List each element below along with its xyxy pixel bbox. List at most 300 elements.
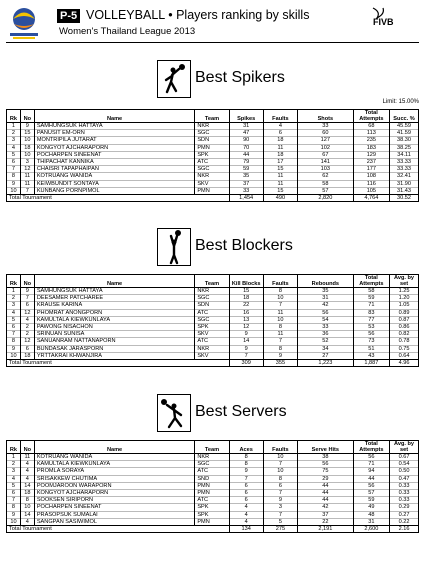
- table-cell: 18: [229, 295, 263, 302]
- column-header: Avg. by set: [390, 275, 419, 288]
- table-cell: KEIWBUNDIT SONTAYA: [34, 180, 195, 187]
- column-header: Faults: [263, 110, 297, 123]
- table-cell: 43: [353, 352, 389, 359]
- table-row: [7, 309, 419, 316]
- table-cell: KAMULTALA KIEWKUNLAYA: [34, 316, 195, 323]
- table-cell: 9: [7, 180, 21, 187]
- table-header-row: [7, 110, 419, 123]
- table-cell: 237: [353, 158, 389, 165]
- table-cell: 1: [7, 123, 21, 130]
- table-cell: 38: [298, 454, 354, 461]
- table-cell: 183: [353, 144, 389, 151]
- table-cell: 6: [229, 497, 263, 504]
- total-label: Total Tournament: [7, 359, 230, 366]
- table-cell: ATC: [195, 309, 229, 316]
- table-cell: SAMHUNGSUK HATTAYA: [34, 123, 195, 130]
- table-row: [7, 173, 419, 180]
- table-cell: 77: [353, 316, 389, 323]
- table-cell: 9: [20, 123, 34, 130]
- table-row: [7, 151, 419, 158]
- table-cell: 4: [7, 475, 21, 482]
- column-header: Rk: [7, 275, 21, 288]
- table-header-row: [7, 441, 419, 454]
- table-cell: 12: [20, 309, 34, 316]
- table-cell: 15: [20, 130, 34, 137]
- table-cell: 9: [20, 288, 34, 295]
- table-cell: 73: [353, 338, 389, 345]
- table-cell: 127: [298, 137, 354, 144]
- table-row: [7, 454, 419, 461]
- column-header: Team: [195, 441, 229, 454]
- table-cell: 177: [353, 166, 389, 173]
- table-cell: PMN: [195, 187, 229, 194]
- table-cell: 41.59: [390, 130, 419, 137]
- table-cell: SGC: [195, 461, 229, 468]
- table-cell: 1.05: [390, 302, 419, 309]
- table-cell: BUNDASAK JARASPORN: [34, 345, 195, 352]
- table-cell: PMN: [195, 518, 229, 525]
- table-cell: 9: [7, 345, 21, 352]
- table-cell: KONGYOT AJCHARAPORN: [34, 489, 195, 496]
- table-row: [7, 338, 419, 345]
- table-cell: 35: [298, 288, 354, 295]
- table-cell: 7: [263, 302, 297, 309]
- table-cell: SANGPAN SASIWIMOL: [34, 518, 195, 525]
- table-cell: KAMULTALA KIEWKUNLAYA: [34, 461, 195, 468]
- table-row: [7, 144, 419, 151]
- table-cell: 4: [20, 518, 34, 525]
- table-cell: 0.75: [390, 345, 419, 352]
- table-cell: 32.41: [390, 173, 419, 180]
- spikers-limit: Limit: 15.00%: [382, 99, 419, 105]
- column-header: Rebounds: [298, 275, 354, 288]
- table-cell: 10: [20, 504, 34, 511]
- table-cell: 62: [298, 173, 354, 180]
- table-cell: 103: [298, 166, 354, 173]
- table-cell: 2: [7, 295, 21, 302]
- table-cell: ATC: [195, 338, 229, 345]
- table-cell: 11: [263, 331, 297, 338]
- table-cell: 22: [298, 518, 354, 525]
- table-cell: 0.82: [390, 331, 419, 338]
- table-cell: 11: [20, 173, 34, 180]
- servers-table: [6, 440, 419, 533]
- table-cell: 17: [263, 158, 297, 165]
- table-cell: 94: [353, 468, 389, 475]
- column-header: Rk: [7, 441, 21, 454]
- table-row: [7, 518, 419, 525]
- table-cell: SPK: [195, 511, 229, 518]
- table-cell: SGC: [195, 166, 229, 173]
- table-cell: 10: [20, 137, 34, 144]
- table-cell: 4: [20, 475, 34, 482]
- table-cell: SRISAKKEW CHUTIMA: [34, 475, 195, 482]
- table-cell: 108: [353, 173, 389, 180]
- table-cell: 83: [353, 309, 389, 316]
- table-cell: 6: [263, 130, 297, 137]
- blockers-title: Best Blockers: [195, 237, 293, 254]
- table-cell: 37: [298, 511, 354, 518]
- table-cell: PRASOPSUK SUMALAI: [34, 511, 195, 518]
- table-cell: 8: [7, 173, 21, 180]
- table-cell: POCHARPEN SINEENAT: [34, 151, 195, 158]
- table-cell: 10: [20, 151, 34, 158]
- table-cell: 33: [298, 123, 354, 130]
- table-cell: 10: [7, 187, 21, 194]
- table-cell: 105: [353, 187, 389, 194]
- table-cell: 0.54: [390, 461, 419, 468]
- table-cell: NKR: [195, 345, 229, 352]
- table-cell: 7: [229, 475, 263, 482]
- table-cell: 18: [263, 151, 297, 158]
- table-cell: 2: [20, 331, 34, 338]
- table-cell: 9: [7, 511, 21, 518]
- table-cell: 6: [263, 482, 297, 489]
- table-cell: 18: [20, 144, 34, 151]
- column-header: Name: [34, 110, 195, 123]
- table-cell: 42: [298, 302, 354, 309]
- table-cell: 11: [20, 454, 34, 461]
- table-cell: 35: [229, 173, 263, 180]
- total-row: [7, 525, 419, 532]
- table-cell: 4: [229, 504, 263, 511]
- table-cell: 4: [20, 461, 34, 468]
- table-cell: 6: [229, 489, 263, 496]
- total-cell: 275: [263, 525, 297, 532]
- table-cell: 5: [7, 316, 21, 323]
- table-cell: 4: [7, 309, 21, 316]
- table-cell: 11: [263, 180, 297, 187]
- table-cell: 2: [20, 323, 34, 330]
- table-cell: 8: [229, 461, 263, 468]
- column-header: Spikes: [229, 110, 263, 123]
- table-cell: 15: [229, 288, 263, 295]
- total-cell: 355: [263, 359, 297, 366]
- total-row: [7, 194, 419, 201]
- table-cell: 0.29: [390, 504, 419, 511]
- table-cell: 10: [263, 316, 297, 323]
- table-cell: 0.86: [390, 323, 419, 330]
- table-cell: 5: [263, 518, 297, 525]
- table-cell: 54: [298, 316, 354, 323]
- table-cell: 3: [20, 158, 34, 165]
- table-row: [7, 345, 419, 352]
- table-cell: 8: [229, 454, 263, 461]
- table-cell: 42: [298, 504, 354, 511]
- table-cell: 53: [353, 323, 389, 330]
- blockers-table: [6, 274, 419, 367]
- table-cell: KONGYOT AJCHARAPORN: [34, 144, 195, 151]
- total-cell: 2,600: [353, 525, 389, 532]
- table-row: [7, 497, 419, 504]
- volleyball-block-icon: [157, 228, 191, 266]
- column-header: Total Attempts: [353, 275, 389, 288]
- table-cell: 3: [263, 504, 297, 511]
- table-cell: 7: [20, 187, 34, 194]
- table-cell: 6: [20, 302, 34, 309]
- table-cell: 12: [20, 338, 34, 345]
- table-cell: 2: [7, 461, 21, 468]
- table-cell: 129: [353, 151, 389, 158]
- table-cell: 18: [20, 352, 34, 359]
- table-cell: 90: [229, 137, 263, 144]
- total-cell: 2.16: [390, 525, 419, 532]
- table-cell: PROMLA SORAYA: [34, 468, 195, 475]
- table-cell: 5: [7, 151, 21, 158]
- table-row: [7, 511, 419, 518]
- table-cell: 7: [263, 511, 297, 518]
- table-row: [7, 187, 419, 194]
- table-cell: 7: [263, 489, 297, 496]
- table-cell: KOTRUANG WANIDA: [34, 454, 195, 461]
- table-cell: SND: [195, 475, 229, 482]
- table-cell: SKV: [195, 331, 229, 338]
- table-cell: 44: [229, 151, 263, 158]
- total-label: Total Tournament: [7, 194, 230, 201]
- table-cell: 6: [20, 345, 34, 352]
- table-cell: NKR: [195, 173, 229, 180]
- table-cell: 56: [353, 482, 389, 489]
- table-row: [7, 288, 419, 295]
- table-cell: 52: [298, 338, 354, 345]
- table-cell: 44: [353, 475, 389, 482]
- table-cell: 10: [263, 468, 297, 475]
- table-cell: THIPACHAT KANNIKA: [34, 158, 195, 165]
- table-cell: 45.59: [390, 123, 419, 130]
- table-cell: 9: [229, 345, 263, 352]
- table-cell: KOTRUANG WANIDA: [34, 173, 195, 180]
- table-cell: ATC: [195, 468, 229, 475]
- table-cell: 38.25: [390, 144, 419, 151]
- table-cell: 7: [20, 295, 34, 302]
- table-cell: 59: [229, 166, 263, 173]
- table-cell: KUNBANG PORNPIMOL: [34, 187, 195, 194]
- table-row: [7, 475, 419, 482]
- table-cell: 33: [229, 187, 263, 194]
- thailand-league-logo: [4, 4, 44, 42]
- table-row: [7, 137, 419, 144]
- page-subtitle: Women's Thailand League 2013: [59, 26, 196, 37]
- table-cell: 9: [229, 468, 263, 475]
- table-header-row: [7, 275, 419, 288]
- table-cell: 7: [7, 331, 21, 338]
- table-cell: 0.33: [390, 482, 419, 489]
- table-row: [7, 323, 419, 330]
- table-cell: 0.78: [390, 338, 419, 345]
- table-cell: 1.20: [390, 295, 419, 302]
- total-cell: 4.96: [390, 359, 419, 366]
- table-cell: 44: [298, 482, 354, 489]
- table-cell: 16: [229, 309, 263, 316]
- table-cell: DEESAMER PATCHAREE: [34, 295, 195, 302]
- column-header: Rk: [7, 110, 21, 123]
- table-cell: 59: [353, 295, 389, 302]
- table-cell: 31: [353, 518, 389, 525]
- table-cell: 12: [20, 166, 34, 173]
- table-cell: 4: [229, 518, 263, 525]
- total-cell: 1,887: [353, 359, 389, 366]
- table-cell: 31: [298, 295, 354, 302]
- table-cell: SKV: [195, 180, 229, 187]
- table-cell: 0.33: [390, 497, 419, 504]
- table-row: [7, 302, 419, 309]
- column-header: Total Attempts: [353, 110, 389, 123]
- table-cell: 102: [298, 144, 354, 151]
- table-cell: SPK: [195, 504, 229, 511]
- table-cell: 56: [353, 454, 389, 461]
- table-cell: 11: [263, 144, 297, 151]
- column-header: No: [20, 441, 34, 454]
- table-cell: 56: [353, 331, 389, 338]
- column-header: Name: [34, 275, 195, 288]
- volleyball-spike-icon: [157, 60, 191, 98]
- table-cell: 14: [229, 338, 263, 345]
- table-cell: 75: [298, 468, 354, 475]
- total-cell: 30.52: [390, 194, 419, 201]
- volleyball-serve-icon: [157, 394, 191, 432]
- table-cell: 11: [20, 180, 34, 187]
- total-row: [7, 359, 419, 366]
- table-row: [7, 166, 419, 173]
- table-cell: SGC: [195, 295, 229, 302]
- table-cell: 10: [7, 352, 21, 359]
- table-cell: POOMJAROON WARAPORN: [34, 482, 195, 489]
- table-cell: SGC: [195, 316, 229, 323]
- column-header: No: [20, 275, 34, 288]
- table-cell: 56: [298, 309, 354, 316]
- table-cell: 8: [263, 345, 297, 352]
- column-header: Total Attempts: [353, 441, 389, 454]
- table-cell: 9: [263, 497, 297, 504]
- table-cell: 37: [229, 180, 263, 187]
- table-cell: PMN: [195, 482, 229, 489]
- total-cell: 490: [263, 194, 297, 201]
- table-cell: 0.67: [390, 454, 419, 461]
- column-header: Team: [195, 110, 229, 123]
- table-cell: 59: [353, 497, 389, 504]
- table-cell: 79: [229, 158, 263, 165]
- table-cell: 22: [229, 302, 263, 309]
- total-cell: 2,191: [298, 525, 354, 532]
- table-cell: SPK: [195, 151, 229, 158]
- table-cell: 38.30: [390, 137, 419, 144]
- table-cell: 36: [298, 331, 354, 338]
- table-cell: 235: [353, 137, 389, 144]
- table-cell: ATC: [195, 497, 229, 504]
- table-row: [7, 123, 419, 130]
- table-cell: 11: [263, 309, 297, 316]
- table-cell: 1: [7, 454, 21, 461]
- total-label: Total Tournament: [7, 525, 230, 532]
- table-cell: 10: [263, 295, 297, 302]
- table-cell: 8: [20, 497, 34, 504]
- table-cell: 34: [298, 345, 354, 352]
- table-cell: SGC: [195, 130, 229, 137]
- column-header: No: [20, 110, 34, 123]
- table-cell: 31.90: [390, 180, 419, 187]
- table-row: [7, 130, 419, 137]
- table-cell: SDN: [195, 302, 229, 309]
- table-cell: 8: [263, 288, 297, 295]
- table-cell: 6: [7, 323, 21, 330]
- table-cell: SRINUAN SUNISA: [34, 331, 195, 338]
- table-cell: 51: [353, 345, 389, 352]
- table-cell: 14: [20, 511, 34, 518]
- servers-title: Best Servers: [195, 403, 287, 420]
- table-cell: SKV: [195, 352, 229, 359]
- table-cell: 9: [229, 331, 263, 338]
- table-cell: 6: [229, 482, 263, 489]
- table-cell: 5: [7, 482, 21, 489]
- spikers-title: Best Spikers: [195, 69, 285, 86]
- table-cell: 4: [229, 511, 263, 518]
- table-cell: 6: [7, 158, 21, 165]
- table-cell: 11: [263, 173, 297, 180]
- table-cell: 67: [298, 151, 354, 158]
- table-cell: 8: [263, 323, 297, 330]
- table-cell: 48: [353, 511, 389, 518]
- table-row: [7, 504, 419, 511]
- table-row: [7, 461, 419, 468]
- table-cell: 8: [263, 475, 297, 482]
- table-cell: 33.33: [390, 166, 419, 173]
- table-cell: SAMHUNGSUK HATTAYA: [34, 288, 195, 295]
- column-header: Avg. by set: [390, 441, 419, 454]
- table-row: [7, 316, 419, 323]
- table-cell: 15: [263, 187, 297, 194]
- table-cell: 0.50: [390, 468, 419, 475]
- table-cell: 4: [7, 144, 21, 151]
- table-cell: NKR: [195, 123, 229, 130]
- table-cell: 31.43: [390, 187, 419, 194]
- table-cell: 10: [263, 454, 297, 461]
- table-cell: 0.33: [390, 489, 419, 496]
- table-cell: 44: [298, 489, 354, 496]
- table-row: [7, 295, 419, 302]
- table-cell: PMN: [195, 144, 229, 151]
- table-cell: 8: [7, 338, 21, 345]
- total-cell: 309: [229, 359, 263, 366]
- table-cell: 4: [263, 123, 297, 130]
- header-divider: [6, 42, 419, 43]
- table-cell: 0.27: [390, 511, 419, 518]
- table-cell: 10: [7, 518, 21, 525]
- page-title: VOLLEYBALL • Players ranking by skills: [86, 8, 310, 22]
- table-cell: 7: [263, 461, 297, 468]
- table-cell: 49: [353, 504, 389, 511]
- table-cell: 29: [298, 475, 354, 482]
- column-header: Succ. %: [390, 110, 419, 123]
- table-cell: 116: [353, 180, 389, 187]
- table-cell: 57: [353, 489, 389, 496]
- table-cell: MONTRIPILA JUTARAT: [34, 137, 195, 144]
- table-cell: 6: [7, 489, 21, 496]
- table-cell: CHAISRI TAPAPHAIPAN: [34, 166, 195, 173]
- table-cell: 3: [7, 137, 21, 144]
- column-header: Kill Blocks: [229, 275, 263, 288]
- table-cell: 0.47: [390, 475, 419, 482]
- total-cell: 2,820: [298, 194, 354, 201]
- total-cell: 4,764: [353, 194, 389, 201]
- table-cell: 68: [353, 123, 389, 130]
- table-cell: SPK: [195, 323, 229, 330]
- table-cell: 113: [353, 130, 389, 137]
- column-header: Serve Hits: [298, 441, 354, 454]
- table-row: [7, 482, 419, 489]
- table-cell: 1: [7, 288, 21, 295]
- total-cell: 1,454: [229, 194, 263, 201]
- table-cell: 141: [298, 158, 354, 165]
